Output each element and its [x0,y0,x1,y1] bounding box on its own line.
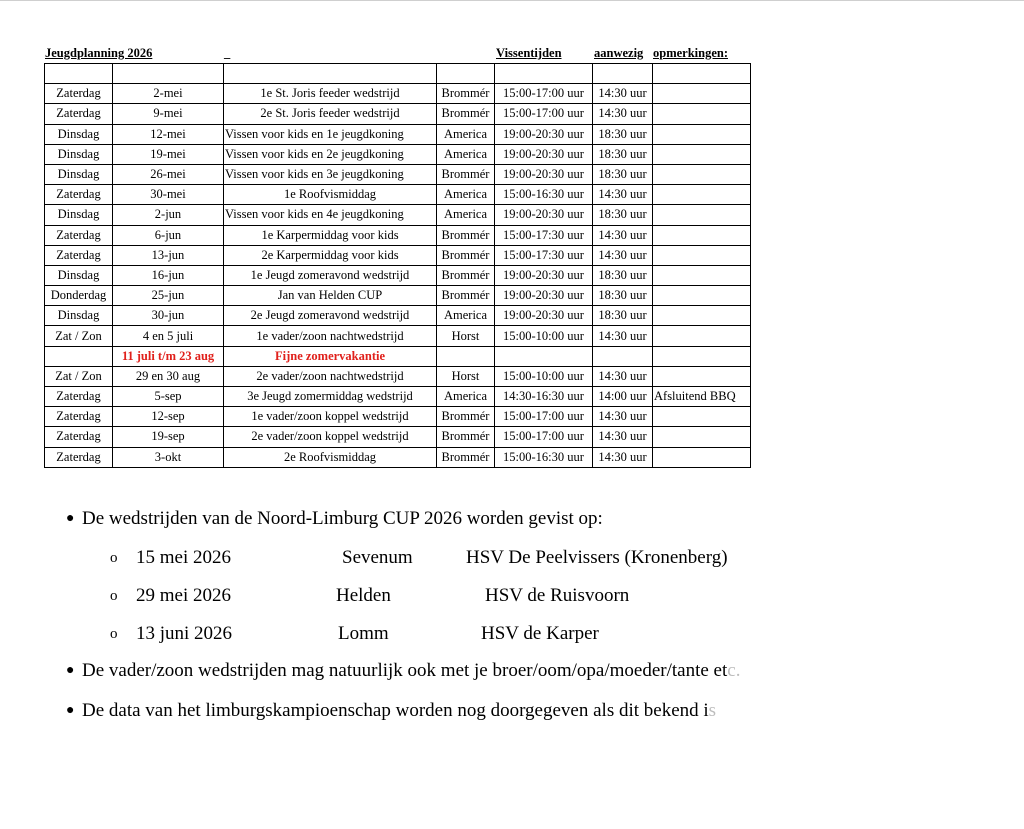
cell-time: 15:00-10:00 uur [495,326,593,346]
cell-note [653,306,751,326]
cell-present: 18:30 uur [593,164,653,184]
cell-location: America [437,205,495,225]
empty-cell [224,64,437,84]
cell-day: Zaterdag [45,84,113,104]
cell-day: Zat / Zon [45,366,113,386]
cell-location: Brommér [437,407,495,427]
cell-date: 29 en 30 aug [113,366,224,386]
cell-time: 19:00-20:30 uur [495,306,593,326]
cup-date: 15 mei 2026 [136,547,231,568]
cell-event: 1e vader/zoon koppel wedstrijd [224,407,437,427]
cell-location: Brommér [437,286,495,306]
cup-date: 13 juni 2026 [136,623,233,644]
cell-note [653,185,751,205]
cell-day: Dinsdag [45,205,113,225]
table-row [45,407,751,427]
cell-location: Brommér [437,427,495,447]
cell-location: Brommér [437,245,495,265]
cell-event: Fijne zomervakantie [224,346,437,366]
cup-place: Helden [336,585,391,606]
cell-note [653,366,751,386]
cell-time: 19:00-20:30 uur [495,286,593,306]
cell-time: 15:00-16:30 uur [495,185,593,205]
cell-time: 15:00-17:00 uur [495,407,593,427]
cell-day: Zaterdag [45,387,113,407]
cell-present: 14:30 uur [593,84,653,104]
cell-event: 2e St. Joris feeder wedstrijd [224,104,437,124]
cell-date: 2-jun [113,205,224,225]
table-row [45,286,751,306]
cell-time: 19:00-20:30 uur [495,164,593,184]
cell-date: 11 juli t/m 23 aug [113,346,224,366]
cell-location: Horst [437,326,495,346]
cell-present: 14:30 uur [593,185,653,205]
cell-day: Zaterdag [45,407,113,427]
cell-location [437,346,495,366]
table-header-row [45,64,751,84]
table-row [45,84,751,104]
cell-location: Brommér [437,84,495,104]
empty-cell [45,64,113,84]
empty-cell [653,64,751,84]
empty-cell [113,64,224,84]
cell-date: 6-jun [113,225,224,245]
cell-day: Zaterdag [45,104,113,124]
cell-present: 14:30 uur [593,366,653,386]
cell-note [653,447,751,467]
cell-day: Zaterdag [45,185,113,205]
cell-date: 16-jun [113,265,224,285]
cell-location: America [437,124,495,144]
cell-note [653,104,751,124]
bullet-cup-intro: ● De wedstrijden van de Noord-Limburg CUP 2026 worden gevist op: [66,508,603,529]
cell-time: 19:00-20:30 uur [495,205,593,225]
cell-event: 2e vader/zoon nachtwedstrijd [224,366,437,386]
cell-location: America [437,306,495,326]
table-row [45,306,751,326]
cell-note [653,326,751,346]
cell-event: 2e Jeugd zomeravond wedstrijd [224,306,437,326]
cell-note [653,84,751,104]
header-opmerkingen: opmerkingen: [653,46,728,60]
cell-event: Vissen voor kids en 3e jeugdkoning [224,164,437,184]
cell-date: 25-jun [113,286,224,306]
cell-event: Vissen voor kids en 1e jeugdkoning [224,124,437,144]
header-aanwezig: aanwezig [594,46,644,60]
top-divider [0,0,1024,1]
cell-event: 2e Roofvismiddag [224,447,437,467]
bullet-vader-zoon: ● De vader/zoon wedstrijden mag natuurlijk ook met je broer/oom/opa/moeder/tante etc. [66,660,741,681]
table-row [45,185,751,205]
cell-event: Jan van Helden CUP [224,286,437,306]
table-row [45,104,751,124]
cell-present: 18:30 uur [593,265,653,285]
cell-event: 3e Jeugd zomermiddag wedstrijd [224,387,437,407]
table-row [45,366,751,386]
cell-location: Brommér [437,104,495,124]
cell-date: 30-jun [113,306,224,326]
cell-present [593,346,653,366]
cup-place: Sevenum [342,547,413,568]
cell-time: 19:00-20:30 uur [495,124,593,144]
cell-present: 14:30 uur [593,326,653,346]
cell-time: 15:00-10:00 uur [495,366,593,386]
schedule-table [44,63,751,468]
bullet-limburg: ● De data van het limburgskampioenschap worden nog doorgegeven als dit bekend is [66,700,717,721]
cell-date: 13-jun [113,245,224,265]
cell-event: Vissen voor kids en 4e jeugdkoning [224,205,437,225]
cell-note [653,124,751,144]
cell-present: 18:30 uur [593,124,653,144]
bullet-dot-icon: ● [66,663,75,678]
empty-cell [437,64,495,84]
cell-date: 5-sep [113,387,224,407]
cell-day: Zaterdag [45,427,113,447]
cell-note: Afsluitend BBQ [653,387,751,407]
cell-location: Brommér [437,164,495,184]
cell-event: 2e Karpermiddag voor kids [224,245,437,265]
cell-time: 19:00-20:30 uur [495,144,593,164]
table-row [45,346,751,366]
cell-present: 18:30 uur [593,144,653,164]
header-vissentijden: Vissentijden [496,46,562,60]
cell-date: 12-sep [113,407,224,427]
cell-present: 14:30 uur [593,104,653,124]
table-row [45,144,751,164]
table-row [45,326,751,346]
cell-location: America [437,144,495,164]
table-row [45,205,751,225]
cell-present: 18:30 uur [593,205,653,225]
cell-date: 19-mei [113,144,224,164]
empty-cell [593,64,653,84]
cell-location: America [437,185,495,205]
table-row [45,245,751,265]
cell-note [653,245,751,265]
cell-note [653,346,751,366]
cell-day: Zat / Zon [45,326,113,346]
cell-present: 14:30 uur [593,225,653,245]
cell-day: Zaterdag [45,225,113,245]
empty-cell [495,64,593,84]
cell-time: 15:00-17:30 uur [495,245,593,265]
cell-day: Dinsdag [45,306,113,326]
table-row [45,124,751,144]
cell-date: 9-mei [113,104,224,124]
cell-note [653,265,751,285]
table-row [45,225,751,245]
cell-location: Brommér [437,447,495,467]
cell-time: 15:00-17:30 uur [495,225,593,245]
cell-day: Zaterdag [45,447,113,467]
cell-date: 3-okt [113,447,224,467]
cup-club: HSV de Karper [481,623,599,644]
cell-note [653,225,751,245]
circle-bullet-icon: o [110,550,118,566]
cell-time: 19:00-20:30 uur [495,265,593,285]
table-row [45,447,751,467]
bullet-dot-icon: ● [66,511,75,526]
cell-time: 15:00-16:30 uur [495,447,593,467]
header-extra: _ [224,46,231,60]
cup-club: HSV de Ruisvoorn [485,585,630,606]
cell-day [45,346,113,366]
cell-present: 14:30 uur [593,427,653,447]
cell-date: 19-sep [113,427,224,447]
cell-event: 1e St. Joris feeder wedstrijd [224,84,437,104]
cell-time: 15:00-17:00 uur [495,104,593,124]
cell-event: 1e Jeugd zomeravond wedstrijd [224,265,437,285]
cell-day: Dinsdag [45,144,113,164]
cell-date: 4 en 5 juli [113,326,224,346]
cell-time: 15:00-17:00 uur [495,427,593,447]
cell-event: 1e vader/zoon nachtwedstrijd [224,326,437,346]
column-headers [0,46,1024,62]
cell-present: 14:30 uur [593,447,653,467]
cell-event: 1e Karpermiddag voor kids [224,225,437,245]
cell-time: 15:00-17:00 uur [495,84,593,104]
table-row [45,265,751,285]
cell-present: 18:30 uur [593,306,653,326]
cell-day: Dinsdag [45,124,113,144]
cell-present: 14:00 uur [593,387,653,407]
cell-time [495,346,593,366]
cell-date: 12-mei [113,124,224,144]
cell-event: Vissen voor kids en 2e jeugdkoning [224,144,437,164]
circle-bullet-icon: o [110,626,118,642]
table-row [45,427,751,447]
page-title: Jeugdplanning 2026 [45,46,153,60]
table-row [45,164,751,184]
cell-time: 14:30-16:30 uur [495,387,593,407]
cell-note [653,407,751,427]
bullet-dot-icon: ● [66,703,75,718]
circle-bullet-icon: o [110,588,118,604]
cell-present: 18:30 uur [593,286,653,306]
cell-day: Zaterdag [45,245,113,265]
cell-present: 14:30 uur [593,407,653,427]
cell-location: Brommér [437,225,495,245]
cell-event: 1e Roofvismiddag [224,185,437,205]
cell-note [653,144,751,164]
cell-event: 2e vader/zoon koppel wedstrijd [224,427,437,447]
cell-day: Donderdag [45,286,113,306]
cell-note [653,427,751,447]
cell-date: 26-mei [113,164,224,184]
cell-date: 2-mei [113,84,224,104]
cell-location: Horst [437,366,495,386]
cell-date: 30-mei [113,185,224,205]
cell-location: America [437,387,495,407]
cell-location: Brommér [437,265,495,285]
cup-place: Lomm [338,623,389,644]
cell-note [653,164,751,184]
cell-day: Dinsdag [45,164,113,184]
cup-date: 29 mei 2026 [136,585,231,606]
cell-day: Dinsdag [45,265,113,285]
table-row [45,387,751,407]
cell-note [653,286,751,306]
cell-present: 14:30 uur [593,245,653,265]
cell-note [653,205,751,225]
cup-club: HSV De Peelvissers (Kronenberg) [466,547,728,568]
